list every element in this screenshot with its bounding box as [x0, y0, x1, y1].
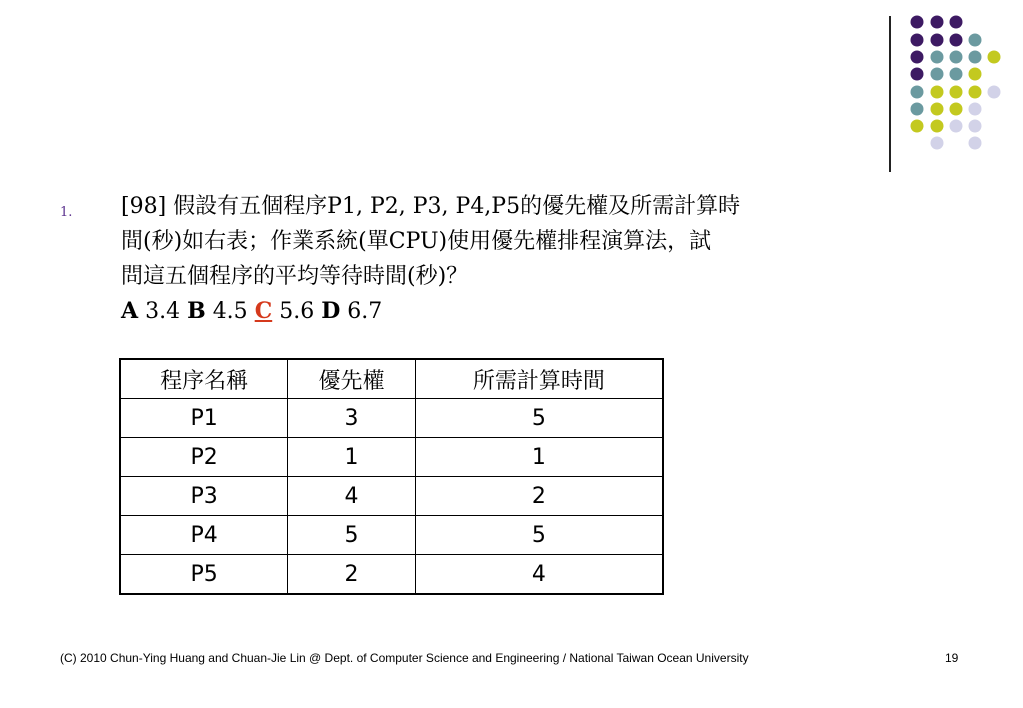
cell-process: P4 — [120, 516, 288, 555]
decorative-dot — [969, 120, 982, 133]
option-a-value: 3.4 — [145, 299, 181, 324]
decorative-dot — [911, 120, 924, 133]
header-process-name: 程序名稱 — [120, 359, 288, 399]
question-line-2: 間(秒)如右表；作業系統(單CPU)使用優先權排程演算法，試 — [121, 229, 712, 254]
decorative-dot — [931, 103, 944, 116]
option-b-value: 4.5 — [212, 299, 248, 324]
decorative-dot — [931, 68, 944, 81]
table-row — [120, 399, 663, 438]
option-d-letter: D — [321, 298, 341, 324]
decorative-dot — [950, 103, 963, 116]
header-burst-time: 所需計算時間 — [415, 359, 663, 399]
decorative-dot — [969, 86, 982, 99]
table-row — [120, 555, 663, 595]
table-row — [120, 477, 663, 516]
cell-process: P5 — [120, 555, 288, 595]
decorative-dot — [911, 68, 924, 81]
decorative-dot — [950, 68, 963, 81]
decorative-dot — [911, 86, 924, 99]
question-number: 1. — [60, 205, 73, 220]
decorative-dot — [911, 34, 924, 47]
decorative-dot — [988, 86, 1001, 99]
page-number: 19 — [945, 651, 959, 665]
decorative-dot — [950, 34, 963, 47]
decorative-dot — [969, 51, 982, 64]
decorative-dot — [931, 120, 944, 133]
decorative-dot — [950, 120, 963, 133]
cell-process: P1 — [120, 399, 288, 438]
decorative-dot — [969, 137, 982, 150]
cell-burst-time: 5 — [415, 516, 663, 555]
option-d-value: 6.7 — [347, 299, 383, 324]
cell-priority: 4 — [288, 477, 416, 516]
table-row — [120, 516, 663, 555]
decorative-dot — [931, 51, 944, 64]
decorative-dot — [931, 86, 944, 99]
answer-options — [121, 294, 971, 329]
question-line-3: 問這五個程序的平均等待時間(秒)？ — [121, 264, 469, 289]
vertical-divider — [889, 16, 891, 172]
option-b-letter: B — [187, 298, 206, 324]
cell-burst-time: 2 — [415, 477, 663, 516]
decorative-dot — [950, 16, 963, 29]
table-row — [120, 438, 663, 477]
decorative-dot — [969, 68, 982, 81]
cell-priority: 1 — [288, 438, 416, 477]
decorative-dot — [969, 34, 982, 47]
table-header-row — [120, 359, 663, 399]
decorative-dot — [969, 103, 982, 116]
cell-process: P3 — [120, 477, 288, 516]
cell-burst-time: 4 — [415, 555, 663, 595]
option-a-letter: A — [121, 298, 139, 324]
cell-priority: 2 — [288, 555, 416, 595]
cell-process: P2 — [120, 438, 288, 477]
decorative-dot — [911, 16, 924, 29]
decorative-dot-pattern — [0, 0, 1023, 160]
decorative-dot — [911, 103, 924, 116]
option-c-letter-answer: C — [254, 298, 273, 324]
footer-copyright: (C) 2010 Chun-Ying Huang and Chuan-Jie Lin @ Dept. of Computer Science and Engineering / National Taiwan Ocean University — [60, 651, 749, 665]
decorative-dot — [950, 86, 963, 99]
decorative-dot — [931, 34, 944, 47]
cell-priority: 3 — [288, 399, 416, 438]
cell-burst-time: 5 — [415, 399, 663, 438]
question-line-1: [98] 假設有五個程序P1, P2, P3, P4,P5的優先權及所需計算時 — [121, 194, 741, 219]
process-table — [119, 358, 664, 595]
cell-priority: 5 — [288, 516, 416, 555]
decorative-dot — [931, 16, 944, 29]
header-priority: 優先權 — [288, 359, 416, 399]
option-c-value: 5.6 — [279, 299, 315, 324]
decorative-dot — [931, 137, 944, 150]
decorative-dot — [950, 51, 963, 64]
decorative-dot — [988, 51, 1001, 64]
question-body — [121, 189, 971, 329]
cell-burst-time: 1 — [415, 438, 663, 477]
decorative-dot — [911, 51, 924, 64]
